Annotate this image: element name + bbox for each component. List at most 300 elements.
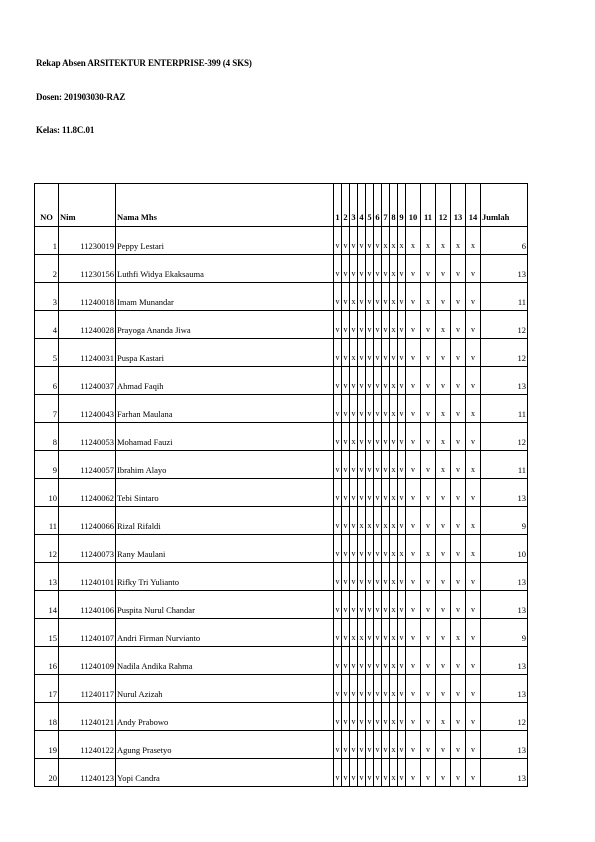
attendance-mark: v xyxy=(466,591,481,619)
col-header-name: Nama Mhs xyxy=(116,184,334,227)
attendance-mark: v xyxy=(406,255,421,283)
attendance-mark: v xyxy=(342,395,350,423)
attendance-mark: v xyxy=(358,535,366,563)
attendance-mark: v xyxy=(374,227,382,255)
student-nim: 11240122 xyxy=(59,731,116,759)
student-name: Ibrahim Alayo xyxy=(116,451,334,479)
attendance-mark: x xyxy=(421,535,436,563)
row-number: 15 xyxy=(35,619,59,647)
attendance-mark: v xyxy=(334,619,342,647)
attendance-mark: v xyxy=(421,423,436,451)
attendance-mark: v xyxy=(436,535,451,563)
attendance-mark: v xyxy=(451,507,466,535)
attendance-mark: v xyxy=(451,283,466,311)
student-nim: 11240043 xyxy=(59,395,116,423)
attendance-mark: x xyxy=(398,535,406,563)
attendance-mark: v xyxy=(451,395,466,423)
attendance-mark: v xyxy=(421,479,436,507)
table-row xyxy=(35,591,528,619)
attendance-mark: v xyxy=(451,451,466,479)
attendance-mark: v xyxy=(398,591,406,619)
student-name: Peppy Lestari xyxy=(116,227,334,255)
attendance-total: 6 xyxy=(481,227,528,255)
attendance-mark: v xyxy=(436,479,451,507)
student-nim: 11240117 xyxy=(59,675,116,703)
student-name: Luthfi Widya Ekaksauma xyxy=(116,255,334,283)
attendance-mark: v xyxy=(398,675,406,703)
row-number: 3 xyxy=(35,283,59,311)
attendance-total: 13 xyxy=(481,759,528,787)
table-header-row xyxy=(35,184,528,227)
attendance-mark: v xyxy=(406,451,421,479)
attendance-mark: v xyxy=(382,535,390,563)
row-number: 8 xyxy=(35,423,59,451)
attendance-mark: v xyxy=(342,283,350,311)
attendance-mark: x xyxy=(390,647,398,675)
attendance-mark: v xyxy=(466,675,481,703)
row-number: 7 xyxy=(35,395,59,423)
col-header-day: 1 xyxy=(334,184,342,227)
attendance-mark: v xyxy=(374,507,382,535)
attendance-mark: x xyxy=(451,227,466,255)
student-name: Prayoga Ananda Jiwa xyxy=(116,311,334,339)
table-row xyxy=(35,339,528,367)
attendance-mark: v xyxy=(334,423,342,451)
student-nim: 11240053 xyxy=(59,423,116,451)
attendance-mark: v xyxy=(436,675,451,703)
attendance-mark: v xyxy=(366,227,374,255)
attendance-mark: v xyxy=(342,227,350,255)
attendance-total: 11 xyxy=(481,395,528,423)
attendance-mark: v xyxy=(358,311,366,339)
table-row xyxy=(35,451,528,479)
attendance-mark: v xyxy=(406,647,421,675)
student-name: Nadila Andika Rahma xyxy=(116,647,334,675)
attendance-total: 13 xyxy=(481,479,528,507)
student-nim: 11240073 xyxy=(59,535,116,563)
student-name: Agung Prasetyo xyxy=(116,731,334,759)
attendance-mark: v xyxy=(398,507,406,535)
attendance-mark: x xyxy=(421,227,436,255)
attendance-mark: v xyxy=(374,283,382,311)
attendance-mark: v xyxy=(342,675,350,703)
attendance-mark: v xyxy=(398,255,406,283)
attendance-mark: v xyxy=(406,759,421,787)
student-name: Yopi Candra xyxy=(116,759,334,787)
attendance-mark: v xyxy=(334,227,342,255)
attendance-mark: v xyxy=(334,479,342,507)
student-name: Farhan Maulana xyxy=(116,395,334,423)
attendance-mark: v xyxy=(334,535,342,563)
attendance-mark: v xyxy=(398,283,406,311)
lecturer-line: Dosen: 201903030-RAZ xyxy=(36,92,126,102)
attendance-mark: v xyxy=(350,395,358,423)
attendance-mark: v xyxy=(350,647,358,675)
attendance-mark: v xyxy=(451,311,466,339)
attendance-mark: v xyxy=(466,647,481,675)
attendance-mark: x xyxy=(466,395,481,423)
attendance-mark: v xyxy=(334,339,342,367)
attendance-mark: x xyxy=(398,227,406,255)
table-row xyxy=(35,423,528,451)
attendance-mark: x xyxy=(390,479,398,507)
attendance-mark: v xyxy=(436,507,451,535)
attendance-mark: v xyxy=(466,339,481,367)
attendance-mark: v xyxy=(466,563,481,591)
attendance-mark: x xyxy=(436,703,451,731)
attendance-mark: v xyxy=(374,647,382,675)
attendance-mark: v xyxy=(334,283,342,311)
row-number: 19 xyxy=(35,731,59,759)
attendance-mark: v xyxy=(358,759,366,787)
attendance-mark: v xyxy=(421,619,436,647)
attendance-mark: v xyxy=(342,339,350,367)
attendance-mark: x xyxy=(390,563,398,591)
attendance-total: 12 xyxy=(481,339,528,367)
attendance-mark: v xyxy=(382,563,390,591)
attendance-mark: v xyxy=(382,479,390,507)
row-number: 9 xyxy=(35,451,59,479)
row-number: 1 xyxy=(35,227,59,255)
attendance-mark: v xyxy=(451,535,466,563)
attendance-mark: v xyxy=(421,731,436,759)
attendance-mark: v xyxy=(334,507,342,535)
attendance-mark: v xyxy=(451,703,466,731)
attendance-mark: v xyxy=(334,367,342,395)
attendance-mark: x xyxy=(366,507,374,535)
table-row xyxy=(35,647,528,675)
table-row xyxy=(35,675,528,703)
report-title: Rekap Absen ARSITEKTUR ENTERPRISE-399 (4 SKS) xyxy=(36,58,252,68)
attendance-mark: v xyxy=(382,311,390,339)
row-number: 20 xyxy=(35,759,59,787)
attendance-mark: v xyxy=(382,283,390,311)
attendance-mark: v xyxy=(374,703,382,731)
attendance-mark: v xyxy=(374,479,382,507)
attendance-mark: v xyxy=(358,675,366,703)
attendance-mark: v xyxy=(436,731,451,759)
attendance-mark: v xyxy=(382,423,390,451)
attendance-mark: v xyxy=(466,479,481,507)
attendance-mark: v xyxy=(436,647,451,675)
col-header-day: 2 xyxy=(342,184,350,227)
attendance-mark: v xyxy=(374,759,382,787)
attendance-mark: v xyxy=(382,367,390,395)
attendance-mark: v xyxy=(398,451,406,479)
attendance-total: 12 xyxy=(481,311,528,339)
attendance-mark: v xyxy=(398,395,406,423)
attendance-mark: x xyxy=(390,675,398,703)
attendance-mark: x xyxy=(451,619,466,647)
attendance-mark: v xyxy=(406,507,421,535)
col-header-day: 6 xyxy=(374,184,382,227)
attendance-mark: v xyxy=(342,311,350,339)
attendance-mark: v xyxy=(350,563,358,591)
attendance-mark: v xyxy=(334,647,342,675)
attendance-mark: v xyxy=(350,227,358,255)
attendance-mark: v xyxy=(421,395,436,423)
attendance-mark: v xyxy=(421,339,436,367)
attendance-mark: v xyxy=(342,423,350,451)
attendance-mark: v xyxy=(358,283,366,311)
attendance-mark: v xyxy=(374,339,382,367)
attendance-mark: x xyxy=(390,619,398,647)
attendance-mark: x xyxy=(466,451,481,479)
attendance-mark: v xyxy=(342,451,350,479)
student-nim: 11240028 xyxy=(59,311,116,339)
attendance-mark: v xyxy=(406,479,421,507)
attendance-mark: v xyxy=(451,339,466,367)
attendance-mark: v xyxy=(374,535,382,563)
attendance-mark: v xyxy=(366,591,374,619)
attendance-mark: v xyxy=(421,647,436,675)
student-nim: 11240031 xyxy=(59,339,116,367)
student-name: Andy Prabowo xyxy=(116,703,334,731)
attendance-mark: v xyxy=(350,311,358,339)
attendance-mark: v xyxy=(421,591,436,619)
attendance-mark: v xyxy=(421,255,436,283)
student-name: Andri Firman Nurvianto xyxy=(116,619,334,647)
attendance-mark: v xyxy=(342,647,350,675)
attendance-mark: v xyxy=(382,339,390,367)
col-header-total: Jumlah xyxy=(481,184,528,227)
student-nim: 11240107 xyxy=(59,619,116,647)
attendance-mark: v xyxy=(342,759,350,787)
attendance-mark: v xyxy=(366,367,374,395)
attendance-mark: x xyxy=(436,423,451,451)
attendance-mark: v xyxy=(350,479,358,507)
attendance-mark: v xyxy=(451,647,466,675)
attendance-mark: v xyxy=(398,647,406,675)
attendance-total: 10 xyxy=(481,535,528,563)
table-row xyxy=(35,703,528,731)
attendance-mark: v xyxy=(350,535,358,563)
attendance-total: 13 xyxy=(481,731,528,759)
attendance-mark: x xyxy=(421,283,436,311)
row-number: 13 xyxy=(35,563,59,591)
attendance-mark: x xyxy=(350,283,358,311)
attendance-mark: v xyxy=(382,619,390,647)
row-number: 10 xyxy=(35,479,59,507)
col-header-day: 11 xyxy=(421,184,436,227)
attendance-total: 13 xyxy=(481,367,528,395)
attendance-mark: v xyxy=(421,563,436,591)
attendance-mark: v xyxy=(406,423,421,451)
attendance-mark: v xyxy=(406,563,421,591)
attendance-mark: v xyxy=(366,703,374,731)
student-nim: 11240018 xyxy=(59,283,116,311)
attendance-mark: v xyxy=(374,451,382,479)
attendance-mark: v xyxy=(350,255,358,283)
attendance-mark: v xyxy=(421,507,436,535)
attendance-mark: v xyxy=(390,423,398,451)
attendance-mark: v xyxy=(366,283,374,311)
col-header-day: 5 xyxy=(366,184,374,227)
col-header-day: 9 xyxy=(398,184,406,227)
student-nim: 11240123 xyxy=(59,759,116,787)
attendance-mark: v xyxy=(421,451,436,479)
table-row xyxy=(35,507,528,535)
col-header-no: NO xyxy=(35,184,59,227)
attendance-mark: v xyxy=(436,367,451,395)
attendance-total: 13 xyxy=(481,591,528,619)
attendance-mark: v xyxy=(366,423,374,451)
attendance-mark: v xyxy=(382,703,390,731)
attendance-rows xyxy=(35,227,528,787)
attendance-mark: v xyxy=(334,563,342,591)
attendance-mark: x xyxy=(350,339,358,367)
attendance-mark: x xyxy=(466,227,481,255)
student-name: Tebi Sintaro xyxy=(116,479,334,507)
attendance-mark: v xyxy=(342,591,350,619)
attendance-mark: v xyxy=(436,591,451,619)
table-row xyxy=(35,395,528,423)
attendance-mark: v xyxy=(421,703,436,731)
student-nim: 11240037 xyxy=(59,367,116,395)
class-line: Kelas: 11.8C.01 xyxy=(36,125,95,135)
attendance-mark: v xyxy=(421,759,436,787)
attendance-total: 9 xyxy=(481,507,528,535)
attendance-mark: v xyxy=(366,675,374,703)
attendance-mark: v xyxy=(358,367,366,395)
attendance-mark: v xyxy=(466,255,481,283)
row-number: 16 xyxy=(35,647,59,675)
attendance-table xyxy=(34,183,528,787)
attendance-mark: v xyxy=(374,619,382,647)
attendance-mark: v xyxy=(342,535,350,563)
attendance-mark: v xyxy=(350,451,358,479)
attendance-mark: v xyxy=(451,479,466,507)
attendance-mark: v xyxy=(334,311,342,339)
attendance-mark: v xyxy=(358,339,366,367)
attendance-mark: v xyxy=(406,311,421,339)
attendance-mark: v xyxy=(406,675,421,703)
attendance-mark: v xyxy=(350,367,358,395)
attendance-mark: v xyxy=(398,703,406,731)
attendance-mark: v xyxy=(390,339,398,367)
attendance-mark: v xyxy=(374,675,382,703)
student-nim: 11240101 xyxy=(59,563,116,591)
attendance-mark: v xyxy=(366,311,374,339)
attendance-mark: v xyxy=(366,451,374,479)
table-row xyxy=(35,479,528,507)
table-row xyxy=(35,227,528,255)
attendance-mark: v xyxy=(382,591,390,619)
student-name: Rifky Tri Yulianto xyxy=(116,563,334,591)
attendance-mark: v xyxy=(406,283,421,311)
attendance-mark: x xyxy=(390,507,398,535)
attendance-mark: v xyxy=(466,367,481,395)
attendance-mark: v xyxy=(374,591,382,619)
attendance-mark: v xyxy=(374,731,382,759)
attendance-mark: v xyxy=(358,647,366,675)
row-number: 17 xyxy=(35,675,59,703)
attendance-mark: v xyxy=(466,423,481,451)
attendance-mark: v xyxy=(366,255,374,283)
attendance-total: 12 xyxy=(481,703,528,731)
row-number: 2 xyxy=(35,255,59,283)
attendance-mark: v xyxy=(466,731,481,759)
attendance-mark: v xyxy=(342,479,350,507)
attendance-mark: v xyxy=(398,479,406,507)
attendance-mark: v xyxy=(398,759,406,787)
student-nim: 11240121 xyxy=(59,703,116,731)
attendance-mark: v xyxy=(334,591,342,619)
attendance-mark: x xyxy=(390,535,398,563)
attendance-mark: v xyxy=(421,311,436,339)
attendance-mark: x xyxy=(390,591,398,619)
attendance-mark: v xyxy=(342,255,350,283)
attendance-mark: x xyxy=(390,311,398,339)
attendance-mark: v xyxy=(358,591,366,619)
attendance-mark: v xyxy=(382,451,390,479)
attendance-mark: v xyxy=(334,255,342,283)
attendance-mark: x xyxy=(466,535,481,563)
attendance-mark: x xyxy=(436,451,451,479)
col-header-day: 13 xyxy=(451,184,466,227)
attendance-mark: v xyxy=(382,395,390,423)
attendance-mark: v xyxy=(350,675,358,703)
attendance-mark: x xyxy=(466,507,481,535)
student-nim: 11230019 xyxy=(59,227,116,255)
attendance-mark: v xyxy=(342,619,350,647)
attendance-mark: v xyxy=(358,563,366,591)
attendance-mark: v xyxy=(374,367,382,395)
attendance-mark: v xyxy=(466,619,481,647)
attendance-mark: v xyxy=(342,507,350,535)
attendance-mark: x xyxy=(390,283,398,311)
attendance-mark: v xyxy=(334,703,342,731)
attendance-mark: v xyxy=(398,367,406,395)
attendance-mark: v xyxy=(451,255,466,283)
attendance-mark: v xyxy=(366,619,374,647)
attendance-mark: x xyxy=(406,227,421,255)
table-row xyxy=(35,255,528,283)
student-nim: 11240109 xyxy=(59,647,116,675)
attendance-total: 11 xyxy=(481,451,528,479)
attendance-mark: v xyxy=(374,423,382,451)
attendance-mark: v xyxy=(398,563,406,591)
attendance-mark: v xyxy=(466,703,481,731)
attendance-mark: v xyxy=(358,703,366,731)
attendance-mark: v xyxy=(358,395,366,423)
attendance-mark: v xyxy=(398,339,406,367)
attendance-mark: v xyxy=(398,311,406,339)
attendance-mark: v xyxy=(398,423,406,451)
attendance-mark: v xyxy=(466,311,481,339)
table-row xyxy=(35,535,528,563)
attendance-mark: x xyxy=(358,619,366,647)
student-nim: 11240066 xyxy=(59,507,116,535)
col-header-day: 8 xyxy=(390,184,398,227)
attendance-mark: v xyxy=(466,283,481,311)
col-header-day: 14 xyxy=(466,184,481,227)
table-row xyxy=(35,619,528,647)
attendance-mark: v xyxy=(406,535,421,563)
row-number: 14 xyxy=(35,591,59,619)
attendance-mark: v xyxy=(358,255,366,283)
attendance-total: 13 xyxy=(481,675,528,703)
attendance-mark: v xyxy=(350,703,358,731)
student-name: Puspa Kastari xyxy=(116,339,334,367)
student-name: Imam Munandar xyxy=(116,283,334,311)
attendance-mark: x xyxy=(390,227,398,255)
attendance-mark: v xyxy=(366,563,374,591)
attendance-mark: v xyxy=(366,479,374,507)
attendance-mark: v xyxy=(366,759,374,787)
attendance-mark: v xyxy=(374,395,382,423)
attendance-total: 13 xyxy=(481,255,528,283)
